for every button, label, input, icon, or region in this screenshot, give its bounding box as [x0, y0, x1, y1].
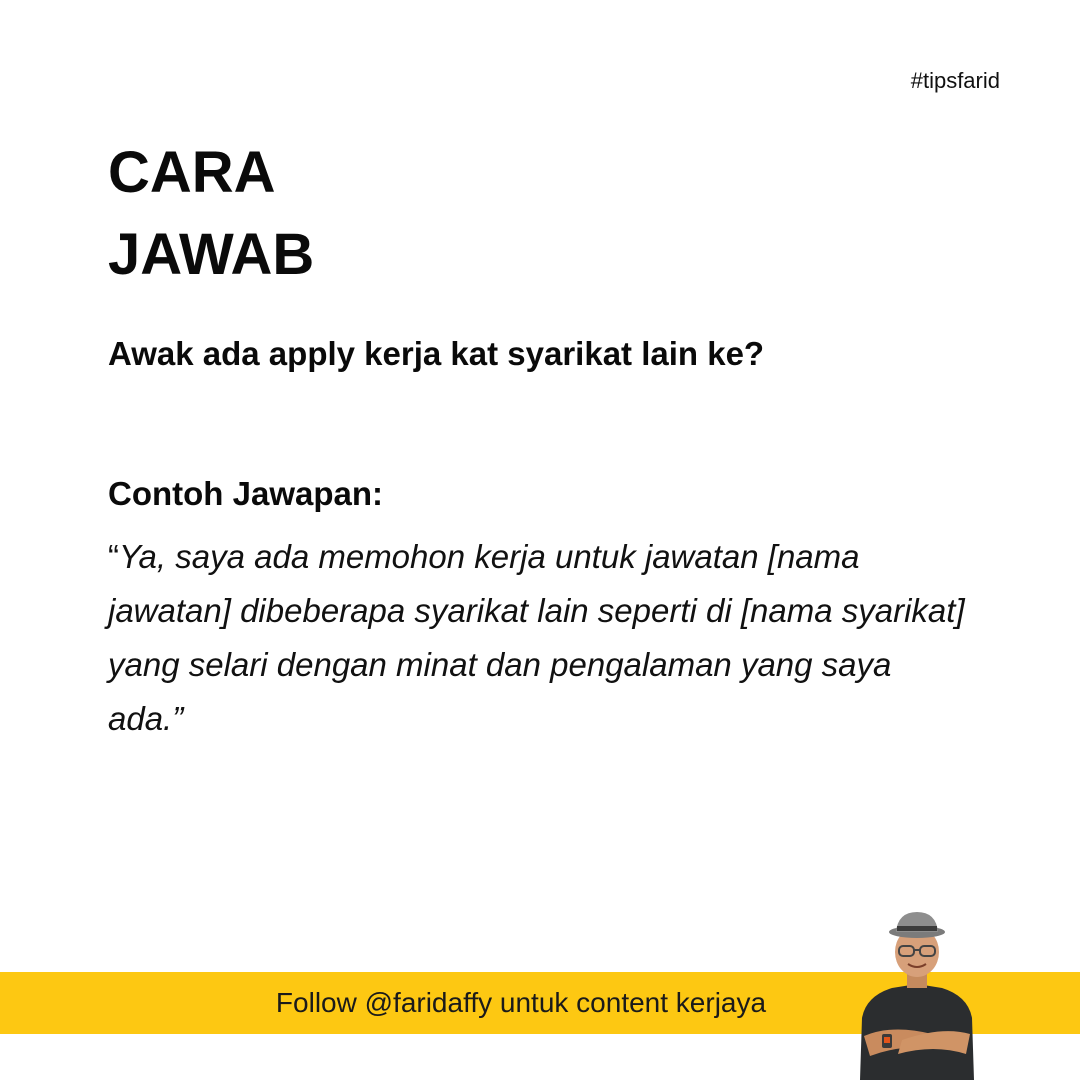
title-line-2: JAWAB: [108, 222, 315, 287]
open-quote: “: [108, 538, 119, 575]
close-quote: ”: [172, 700, 184, 737]
answer-label: Contoh Jawapan:: [108, 475, 384, 512]
hashtag-label: #tipsfarid: [910, 68, 1000, 93]
answer-text: [108, 530, 968, 746]
page-title: [108, 132, 314, 296]
title-line-1: CARA: [108, 140, 276, 205]
answer-body: Ya, saya ada memohon kerja untuk jawatan [nama jawatan] dibeberapa syarikat lain seperti di [nama syarikat] yang selari dengan minat dan pengalaman yang saya ada.: [108, 538, 965, 737]
footer-follow-text[interactable]: Follow @faridaffy untuk content kerjaya: [275, 987, 767, 1018]
interview-question: Awak ada apply kerja kat syarikat lain ke?: [108, 335, 765, 372]
avatar: [852, 906, 982, 1080]
